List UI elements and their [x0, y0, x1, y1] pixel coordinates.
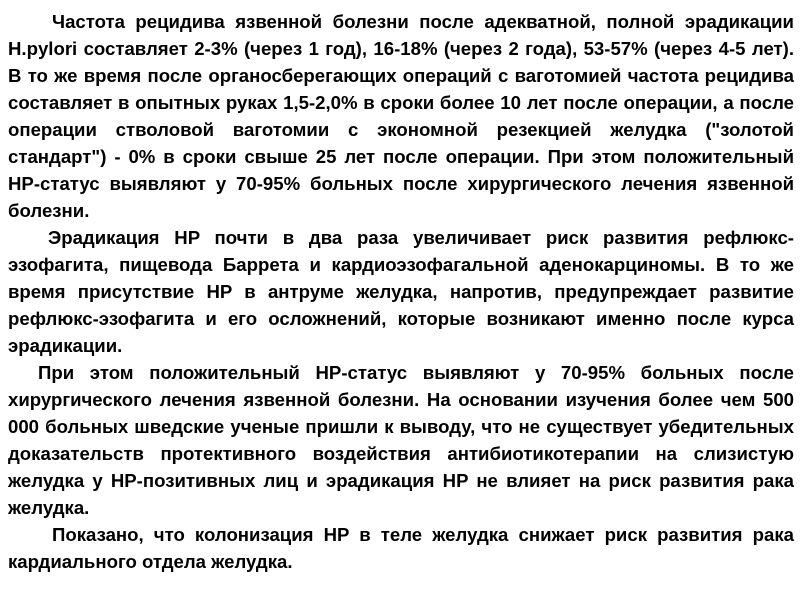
paragraph-colonization: Показано, что колонизация HP в теле желудка снижает риск развития рака кардиального отдела желудка.	[8, 524, 794, 572]
paragraph-recurrence-rates: Частота рецидива язвенной болезни после адекватной, полной эрадикации H.pylori составляет 2-3% (через 1 год), 16-18% (через 2 года), 53-57% (через 4-5 лет). В то же время после органосберегающих операций с ваготомией частота рецидива составляет в опытных руках 1,5-2,0% в сроки более 10 лет после операции, а после операции стволовой ваготомии с экономной резекцией желудка ("золотой стандарт") - 0% в сроки свыше 25 лет после операции. При этом положительный HP-статус выявляют у 70-95% больных после хирургического лечения язвенной болезни.	[8, 11, 794, 221]
paragraph-swedish-study: При этом положительный HP-статус выявляют у 70-95% больных после хирургического лечения язвенной болезни. На основании изучения более чем 500 000 больных шведские ученые пришли к выводу, что не существует убедительных доказательств протективного воздействия антибиотикотерапии на слизистую желудка у HP-позитивных лиц и эрадикация HP не влияет на риск развития рака желудка.	[8, 362, 794, 518]
paragraph-eradication-risks: Эрадикация HP почти в два раза увеличивает риск развития рефлюкс-эзофагита, пищевода Баррета и кардиоэзофагальной аденокарциномы. В то же время присутствие HP в антруме желудка, напротив, предупреждает развитие рефлюкс-эзофагита и его осложнений, которые возникают именно после курса эрадикации.	[8, 227, 794, 356]
slide-text-body	[8, 8, 794, 575]
